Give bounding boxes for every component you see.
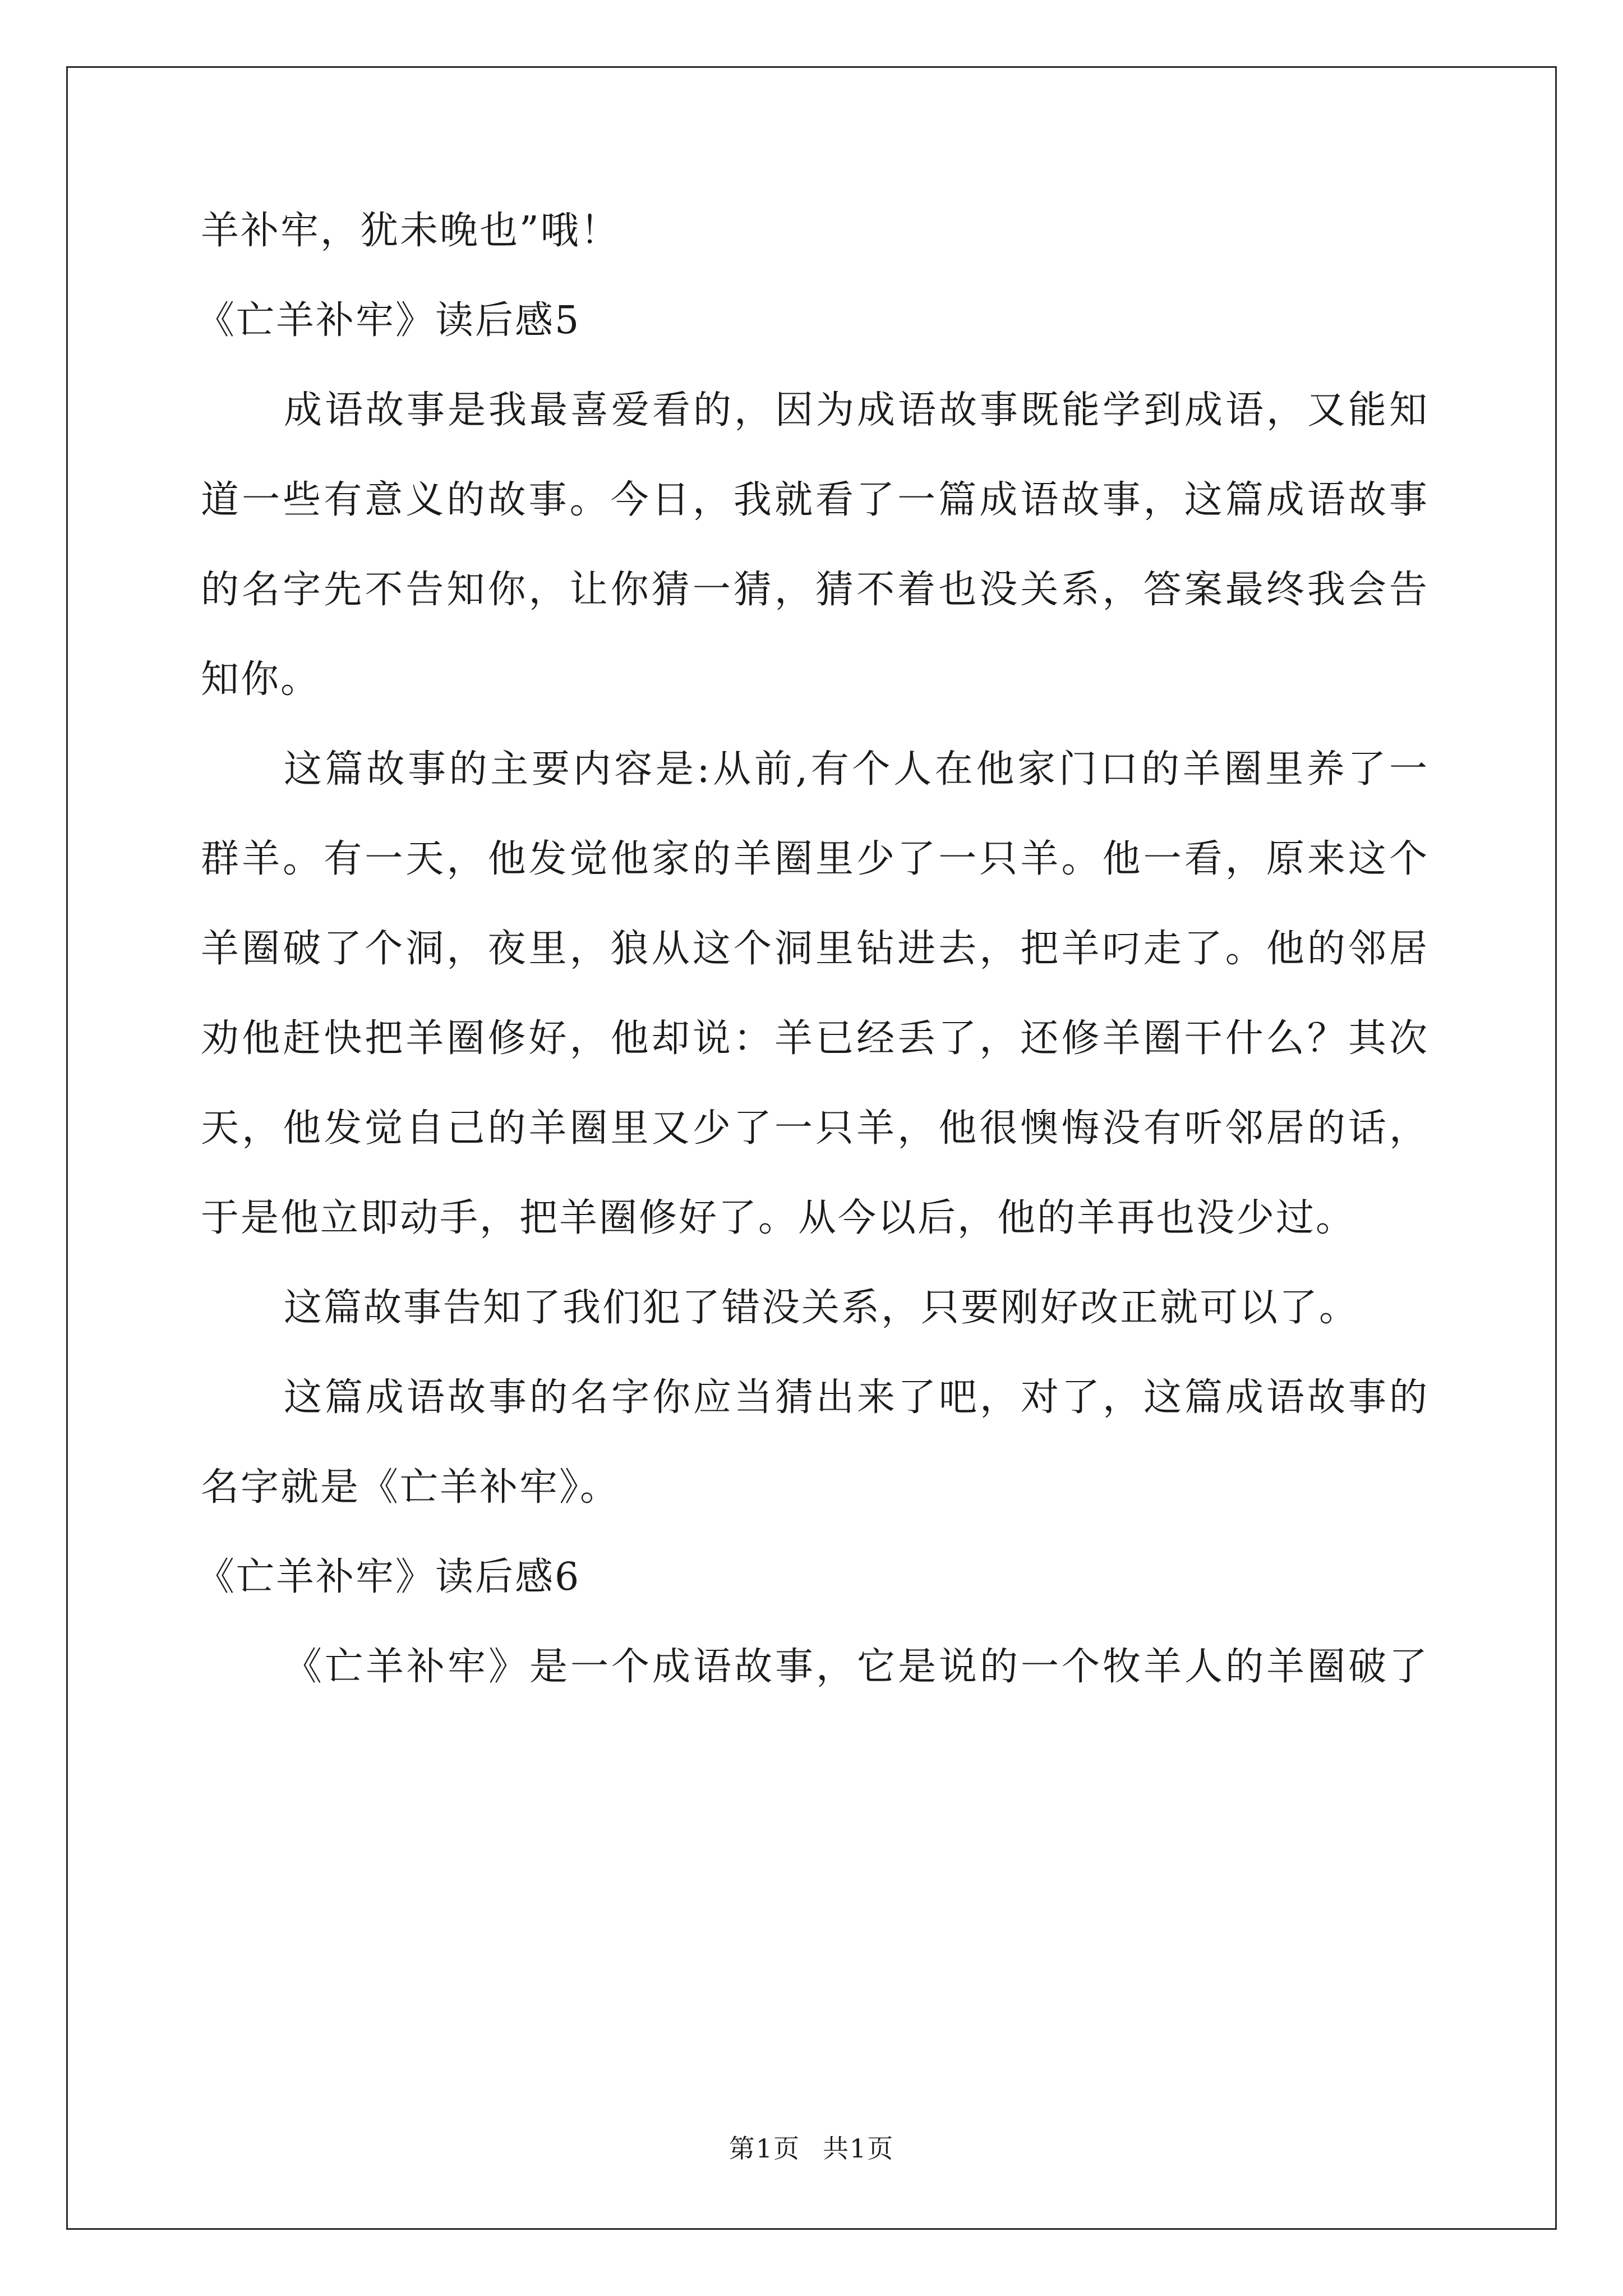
paragraph-line: 的名字先不告知你，让你猜一猜，猜不着也没关系，答案最终我会告: [201, 568, 1429, 612]
paragraph-line: 这篇故事的主要内容是:从前,有个人在他家门口的羊圈里养了一: [284, 747, 1429, 792]
document-body: [196, 209, 1429, 1690]
section-heading: 《亡羊补牢》读后感6: [196, 1555, 581, 1599]
paragraph-line: 成语故事是我最喜爱看的，因为成语故事既能学到成语，又能知: [284, 388, 1429, 432]
paragraph-line: 于是他立即动手，把羊圈修好了。从今以后，他的羊再也没少过。: [201, 1196, 1356, 1240]
paragraph-line: 天，他发觉自己的羊圈里又少了一只羊，他很懊悔没有听邻居的话，: [201, 1106, 1429, 1151]
paragraph-line: 这篇成语故事的名字你应当猜出来了吧，对了，这篇成语故事的: [284, 1375, 1429, 1420]
paragraph-line: 羊圈破了个洞，夜里，狼从这个洞里钻进去，把羊叼走了。他的邻居: [201, 927, 1429, 971]
section-heading: 《亡羊补牢》读后感5: [196, 298, 581, 343]
paragraph-line: 《亡羊补牢》是一个成语故事，它是说的一个牧羊人的羊圈破了: [284, 1645, 1429, 1689]
paragraph-line: 道一些有意义的故事。今日，我就看了一篇成语故事，这篇成语故事: [201, 478, 1429, 522]
paragraph-line: 名字就是《亡羊补牢》。: [201, 1465, 620, 1510]
paragraph-line: 劝他赶快把羊圈修好，他却说：羊已经丢了，还修羊圈干什么？其次: [201, 1016, 1429, 1061]
paragraph-line: 群羊。有一天，他发觉他家的羊圈里少了一只羊。他一看，原来这个: [201, 837, 1429, 881]
body-line: 羊补牢，犹未晚也”哦！: [201, 209, 620, 253]
paragraph-line: 知你。: [201, 657, 321, 702]
page-number: 第1页: [728, 2133, 800, 2164]
page-total: 共1页: [823, 2133, 895, 2164]
page-footer: [0, 2133, 1623, 2164]
paragraph-line: 这篇故事告知了我们犯了错没关系，只要刚好改正就可以了。: [284, 1286, 1359, 1330]
